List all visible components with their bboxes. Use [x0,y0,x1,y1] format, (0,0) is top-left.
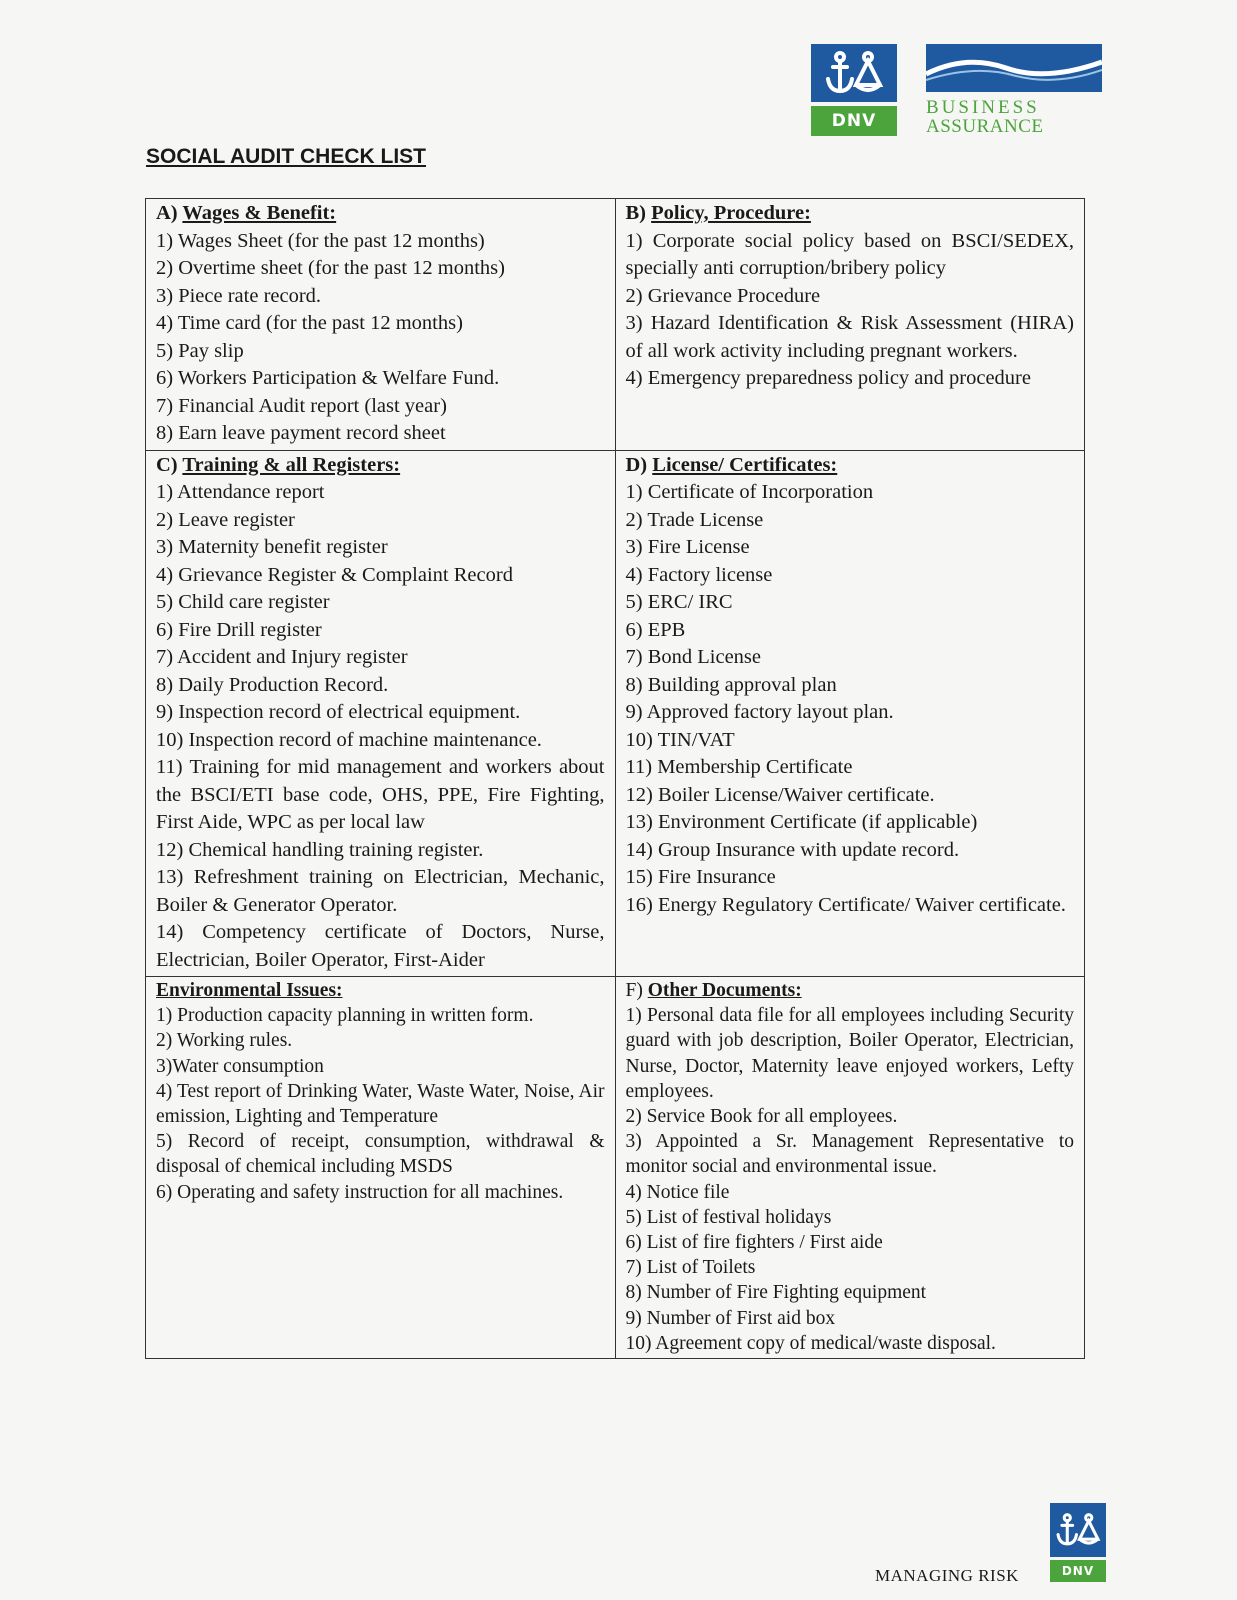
checklist-item: 14) Group Insurance with update record. [625,838,960,861]
assurance-text: ASSURANCE [926,116,1044,137]
business-assurance-logo [926,44,1102,136]
checklist-item: 4) Time card (for the past 12 months) [156,312,463,334]
section-cell [615,450,1085,977]
anchor-scale-icon [811,44,897,102]
checklist-item: 5) ERC/ IRC [625,591,733,613]
checklist-item: 15) Fire Insurance [625,866,776,888]
checklist-item: 4) Emergency preparedness policy and procedure [625,367,1031,389]
checklist-item: 3)Water consumption [156,1055,324,1077]
anchor-scale-icon [1050,1503,1106,1557]
checklist-item: 1) Wages Sheet (for the past 12 months) [156,229,485,252]
footer-tagline: MANAGING RISK [875,1566,1019,1585]
business-text: BUSINESS [926,97,1040,118]
checklist-item: 10) TIN/VAT [625,728,735,751]
checklist-item: 1) Attendance report [156,481,325,503]
checklist-item: 5) Record of receipt, consumption, withdrawal & disposal of chemical including MSDS [156,1131,605,1178]
checklist-item: 3) Hazard Identification & Risk Assessment (HIRA) of all work activity including pregnant workers. [625,312,1074,362]
checklist-item: 7) Accident and Injury register [156,646,408,668]
checklist-item: 8) Earn leave payment record sheet [156,422,446,444]
checklist-item: 14) Competency certificate of Doctors, Nurse, Electrician, Boiler Operator, First-Aider [156,921,605,971]
footer-dnv-logo [1050,1503,1106,1582]
section-heading-text: License/ Certificates: [652,453,838,476]
checklist-item: 6) Operating and safety instruction for all machines. [156,1181,564,1203]
checklist-item: 4) Grievance Register & Complaint Record [156,563,513,586]
section-heading-text: Other Documents: [647,980,802,1001]
checklist-item: 8) Number of Fire Fighting equipment [625,1282,927,1304]
checklist-item: 8) Building approval plan [625,673,837,696]
checklist-item: 8) Daily Production Record. [156,673,389,696]
dnv-logo-text: DNV [811,106,897,136]
checklist-item: 9) Inspection record of electrical equipment. [156,701,521,723]
section-heading [156,978,605,1003]
checklist-item: 2) Overtime sheet (for the past 12 months) [156,257,505,279]
section-cell [146,977,616,1359]
checklist-item: 3) Piece rate record. [156,284,322,307]
checklist-item: 16) Energy Regulatory Certificate/ Waiver certificate. [625,893,1066,916]
checklist-item: 2) Working rules. [156,1030,293,1052]
checklist-item: 5) Pay slip [156,339,244,362]
section-prefix: A) [156,202,178,224]
checklist-item: 6) Workers Participation & Welfare Fund. [156,367,500,389]
checklist-item: 7) Financial Audit report (last year) [156,394,447,417]
checklist-item: 4) Notice file [625,1181,730,1203]
checklist-item: 2) Grievance Procedure [625,284,821,307]
checklist-item: 12) Chemical handling training register. [156,838,484,861]
checklist-item: 1) Certificate of Incorporation [625,481,874,503]
checklist-item: 4) Factory license [625,563,773,586]
section-prefix: F) [625,980,643,1001]
section-heading [626,978,1075,1003]
section-prefix: B) [625,202,646,224]
checklist-item: 5) Child care register [156,591,330,613]
section-heading [156,200,605,228]
section-heading-text: Training & all Registers: [182,453,401,476]
checklist-item: 9) Approved factory layout plan. [625,701,894,723]
section-cell [146,199,616,451]
checklist-item: 1) Personal data file for all employees including Security guard with job description, Boiler Operator, Electrician, Nurse, Doctor, Maternity leave enjoyed workers, Lefty employees. [625,1005,1074,1102]
checklist-item: 13) Refreshment training on Electrician, Mechanic, Boiler & Generator Operator. [156,866,605,916]
section-heading [626,200,1075,228]
checklist-item: 3) Appointed a Sr. Management Representative to monitor social and environmental issue. [625,1131,1074,1178]
section-heading [156,452,605,480]
checklist-item: 11) Training for mid management and workers about the BSCI/ETI base code, OHS, PPE, Fire Fighting, First Aide, WPC as per local law [156,756,605,833]
checklist-item: 11) Membership Certificate [625,756,853,778]
section-prefix: C) [156,453,178,476]
checklist-item: 12) Boiler License/Waiver certificate. [625,783,935,806]
section-cell [615,977,1085,1359]
checklist-item: 3) Maternity benefit register [156,536,388,558]
section-heading [626,452,1075,480]
checklist-item: 1) Production capacity planning in written form. [156,1005,534,1027]
checklist-item: 1) Corporate social policy based on BSCI/SEDEX, specially anti corruption/bribery policy [625,229,1074,279]
checklist-item: 2) Trade License [625,508,764,531]
checklist-item: 4) Test report of Drinking Water, Waste Water, Noise, Air emission, Lighting and Temperature [156,1080,605,1128]
section-prefix: D) [625,453,648,476]
checklist-item: 2) Service Book for all employees. [625,1106,898,1128]
checklist-item: 7) List of Toilets [625,1257,756,1279]
checklist-item: 3) Fire License [625,536,750,558]
checklist-item: 6) EPB [625,618,686,641]
section-cell [146,450,616,977]
checklist-item: 6) Fire Drill register [156,618,322,641]
checklist-item: 10) Agreement copy of medical/waste disposal. [625,1332,996,1354]
section-cell [615,199,1085,451]
checklist-item: 9) Number of First aid box [625,1307,836,1329]
checklist-item: 10) Inspection record of machine maintenance. [156,728,542,751]
section-heading-text: Policy, Procedure: [651,202,811,224]
checklist-item: 7) Bond License [625,646,761,668]
page-title: SOCIAL AUDIT CHECK LIST [146,145,427,168]
checklist-table [145,198,1085,1359]
footer-dnv-text: DNV [1050,1560,1106,1582]
wave-icon [926,44,1102,92]
checklist-item: 13) Environment Certificate (if applicable) [625,811,978,833]
checklist-item: 5) List of festival holidays [625,1206,832,1228]
checklist-item: 6) List of fire fighters / First aide [625,1232,883,1254]
section-heading-text: Wages & Benefit: [182,202,337,224]
checklist-item: 2) Leave register [156,508,295,531]
section-heading-text: Environmental Issues: [156,980,343,1001]
